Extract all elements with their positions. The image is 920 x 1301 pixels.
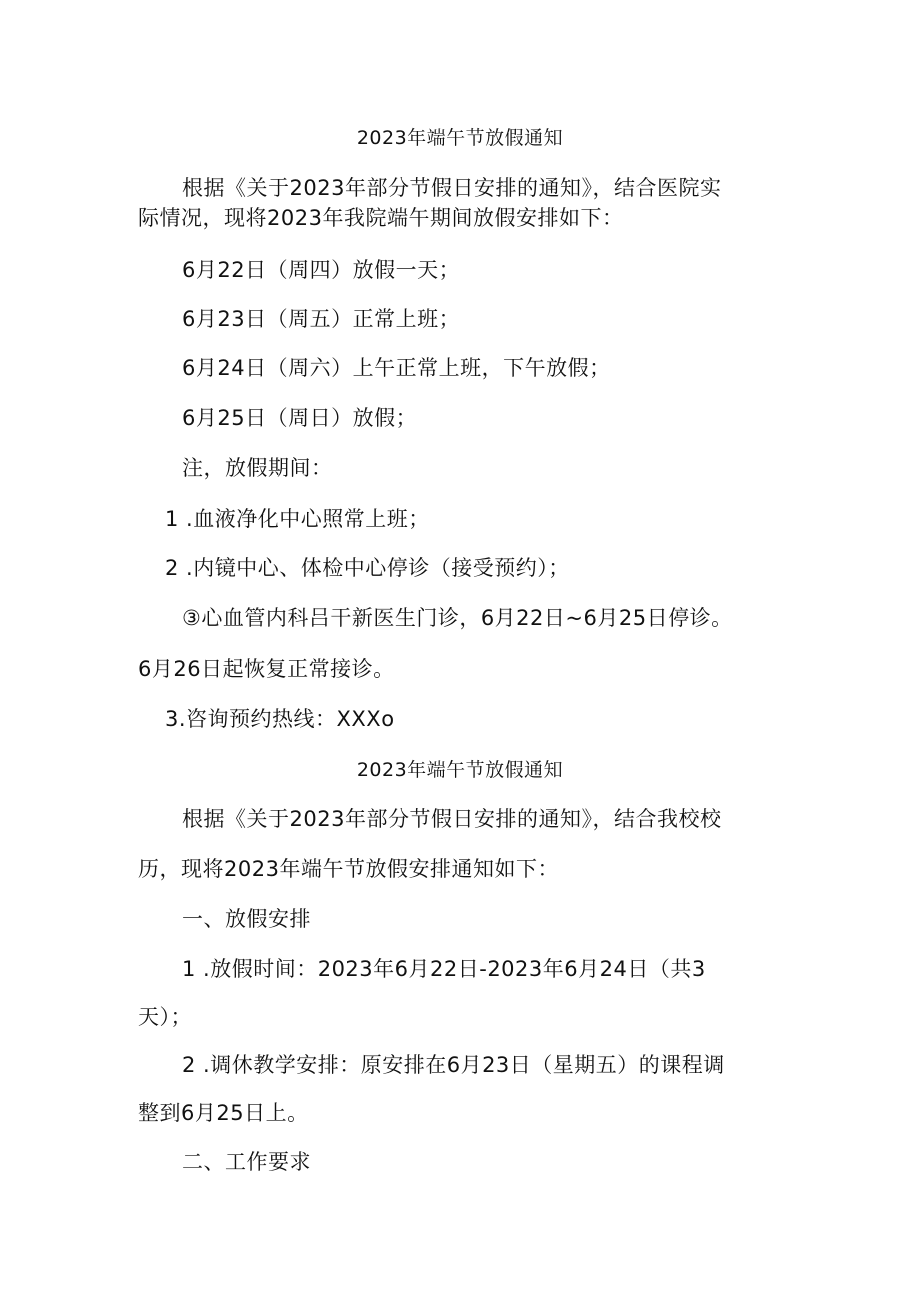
intro-paragraph-line: 根据《关于2023年部分节假日安排的通知》，结合医院实 [182, 176, 722, 200]
intro-paragraph-line: 际情况，现将2023年我院端午期间放假安排如下： [138, 206, 624, 230]
section-heading: 一、放假安排 [182, 907, 311, 931]
note-item: ③心血管内科吕干新医生门诊，6月22日~6月25日停诊。 [182, 606, 733, 630]
schedule-item: 6月25日（周日）放假； [182, 406, 418, 430]
list-item: 1 .放假时间：2023年6月22日-2023年6月24日（共3 [182, 957, 706, 981]
list-item-continuation: 整到6月25日上。 [138, 1101, 309, 1125]
list-item: 2 .调休教学安排：原安排在6月23日（星期五）的课程调 [182, 1053, 725, 1077]
schedule-item: 6月22日（周四）放假一天； [182, 258, 461, 282]
section-heading: 二、工作要求 [182, 1150, 311, 1174]
list-item-continuation: 天）； [138, 1005, 192, 1029]
notice-title: 2023年端午节放假通知 [356, 127, 564, 149]
note-heading: 注，放假期间： [182, 456, 333, 480]
intro-paragraph-line: 历，现将2023年端午节放假安排通知如下： [138, 857, 559, 881]
intro-paragraph-line: 根据《关于2023年部分节假日安排的通知》，结合我校校 [182, 807, 722, 831]
note-item: 2 .内镜中心、体检中心停诊（接受预约）； [165, 556, 570, 580]
note-item-continuation: 6月26日起恢复正常接诊。 [138, 657, 395, 681]
schedule-item: 6月24日（周六）上午正常上班，下午放假； [182, 356, 611, 380]
schedule-item: 6月23日（周五）正常上班； [182, 307, 461, 331]
notice-title: 2023年端午节放假通知 [356, 759, 564, 781]
hotline-line: 3.咨询预约热线：XXXo [165, 707, 395, 731]
note-item: 1 .血液净化中心照常上班； [165, 507, 430, 531]
